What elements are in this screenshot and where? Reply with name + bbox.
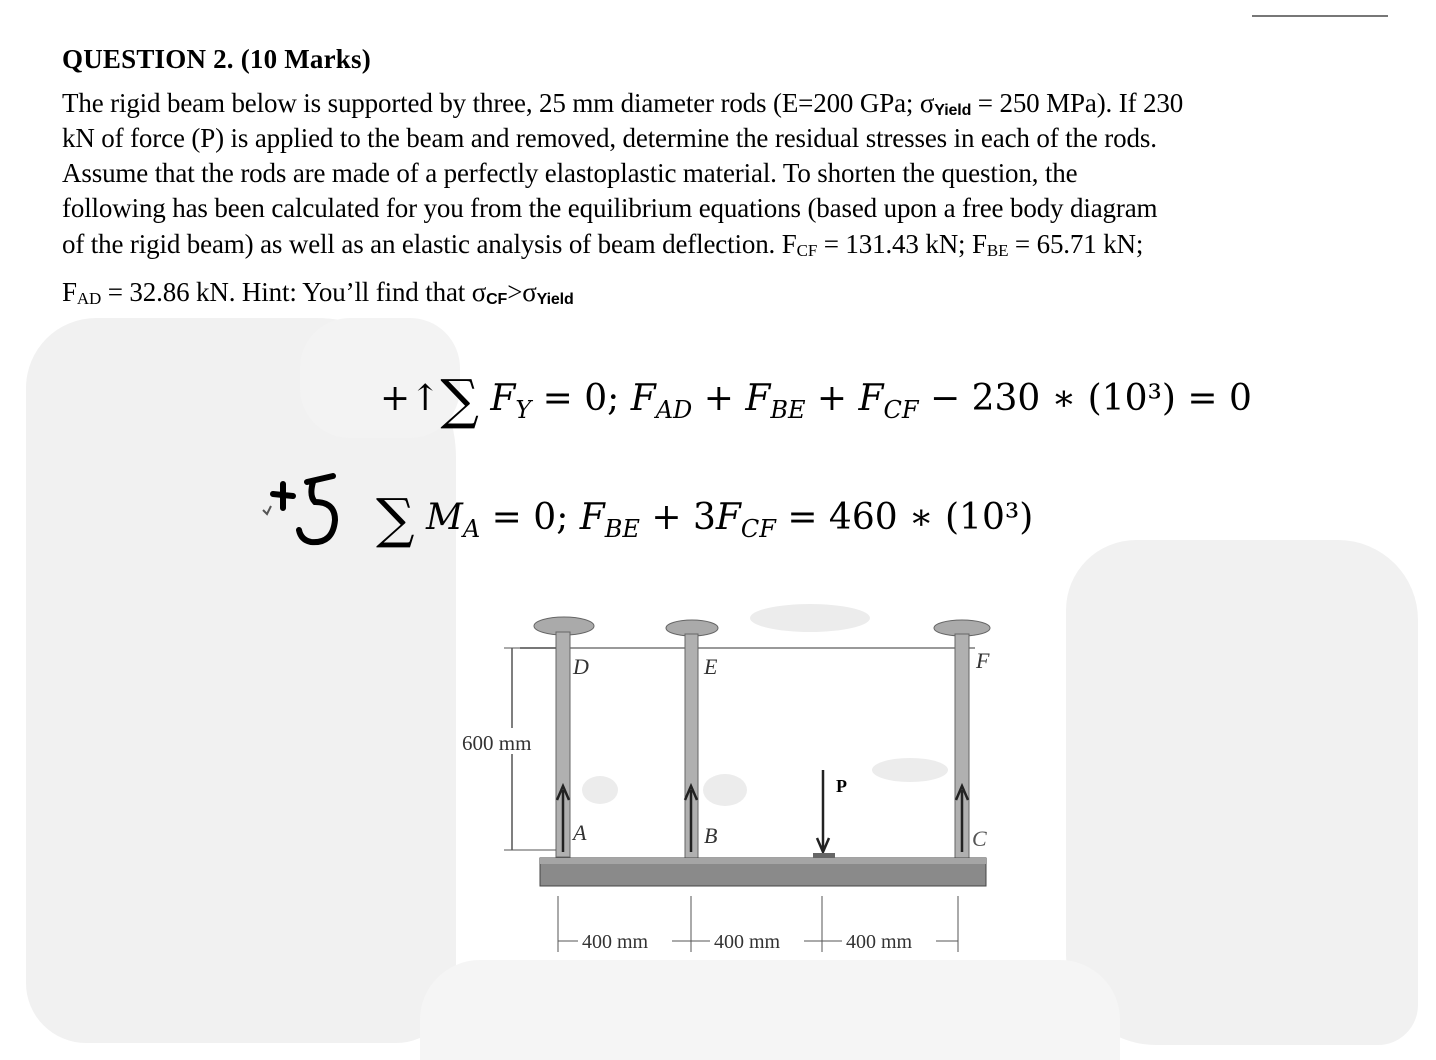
line5-text: of the rigid beam) as well as an elastic analysis of beam deflection. <box>62 229 782 259</box>
mask-blob-right <box>1066 540 1418 1045</box>
label-p: P <box>836 776 847 796</box>
f-ad-label: F <box>62 277 77 307</box>
sigma-symbol: σ <box>919 88 935 118</box>
eq2-fbe-sub: BE <box>604 515 640 543</box>
f-cf-value: = 131.43 kN; <box>817 229 973 259</box>
equation-moment-sum <box>376 487 1033 550</box>
eq2-m-sub: A <box>462 515 481 543</box>
sigma-yield-subscript: Yield <box>934 102 972 119</box>
sigma-cf-symbol: σ <box>471 277 487 307</box>
smudge-4 <box>703 774 747 806</box>
eq1-fad: F <box>630 378 656 419</box>
label-a: A <box>573 820 587 845</box>
height-label: 600 mm <box>462 731 532 755</box>
eq1-rest: − 230 ∗ (10³) = 0 <box>918 378 1252 419</box>
question-line-6 <box>62 277 574 309</box>
eq1-fcf: F <box>858 378 884 419</box>
eq2-fbe: F <box>579 497 605 538</box>
label-b: B <box>704 823 718 848</box>
eq1-plus2: + <box>805 378 859 419</box>
f-be-value: = 65.71 kN; <box>1008 229 1144 259</box>
label-c: C <box>972 826 987 851</box>
eq1-prefix: +↑ <box>380 378 441 419</box>
f-cf-label: F <box>781 229 797 259</box>
f-ad-value-hint: = 32.86 kN. Hint: You’ll find that <box>101 277 472 307</box>
f-be-label: F <box>972 229 987 259</box>
smudge-2 <box>872 758 948 782</box>
eq1-plus1: + <box>692 378 746 419</box>
eq2-fcf: F <box>715 497 741 538</box>
eq2-mid: = 0; <box>480 497 580 538</box>
span1-label: 400 mm <box>582 931 649 953</box>
equation-force-sum <box>380 368 1252 431</box>
label-e: E <box>704 654 718 679</box>
eq1-fad-sub: AD <box>655 396 693 424</box>
eq2-rest: = 460 ∗ (10³) <box>775 497 1034 538</box>
beam-top-edge <box>540 858 986 864</box>
sigma-yield-subscript-2: Yield <box>536 291 574 308</box>
question-line-4: following has been calculated for you from the equilibrium equations (based upon a free body diagram <box>62 193 1158 223</box>
line1-text-end: = 250 MPa). If 230 <box>971 88 1184 118</box>
eq2-m: M <box>426 497 463 538</box>
span2-label: 400 mm <box>714 931 781 953</box>
f-cf-subscript: CF <box>796 241 818 260</box>
f-ad-subscript: AD <box>76 289 102 308</box>
question-line-5 <box>62 229 1143 261</box>
question-line-3: Assume that the rods are made of a perfectly elastoplastic material. To shorten the question, the <box>62 158 1078 188</box>
eq1-f: F <box>490 378 516 419</box>
line1-text: The rigid beam below is supported by three, 25 mm diameter rods (E=200 GPa; <box>62 88 920 118</box>
eq1-fbe-sub: BE <box>770 396 806 424</box>
question-line-2: kN of force (P) is applied to the beam and removed, determine the residual stresses in each of the rods. <box>62 123 1157 153</box>
smudge-3 <box>582 776 618 804</box>
question-title: QUESTION 2. (10 Marks) <box>62 44 371 74</box>
beam-diagram <box>440 600 1000 1000</box>
eq1-summation-icon: ∑ <box>440 368 479 431</box>
greater-than: > <box>507 277 523 307</box>
f-be-subscript: BE <box>986 241 1009 260</box>
eq2-fcf-sub: CF <box>740 515 776 543</box>
eq1-fcf-sub: CF <box>883 396 919 424</box>
top-rule <box>1252 15 1388 17</box>
load-arrow-p-icon <box>817 770 829 852</box>
moment-sign-icon <box>255 472 355 562</box>
load-pad <box>813 853 835 858</box>
sigma-yield-symbol: σ <box>522 277 537 307</box>
eq2-summation-icon: ∑ <box>376 487 415 550</box>
eq1-mid: = 0; <box>531 378 631 419</box>
question-line-1 <box>62 88 1183 120</box>
eq1-f-sub: Y <box>515 396 532 424</box>
label-d: D <box>573 654 589 679</box>
sigma-cf-subscript: CF <box>486 291 508 308</box>
eq2-plus: + 3 <box>639 497 716 538</box>
span3-label: 400 mm <box>846 931 913 953</box>
label-f: F <box>976 648 990 673</box>
eq1-fbe: F <box>745 378 771 419</box>
smudge-1 <box>750 604 870 632</box>
